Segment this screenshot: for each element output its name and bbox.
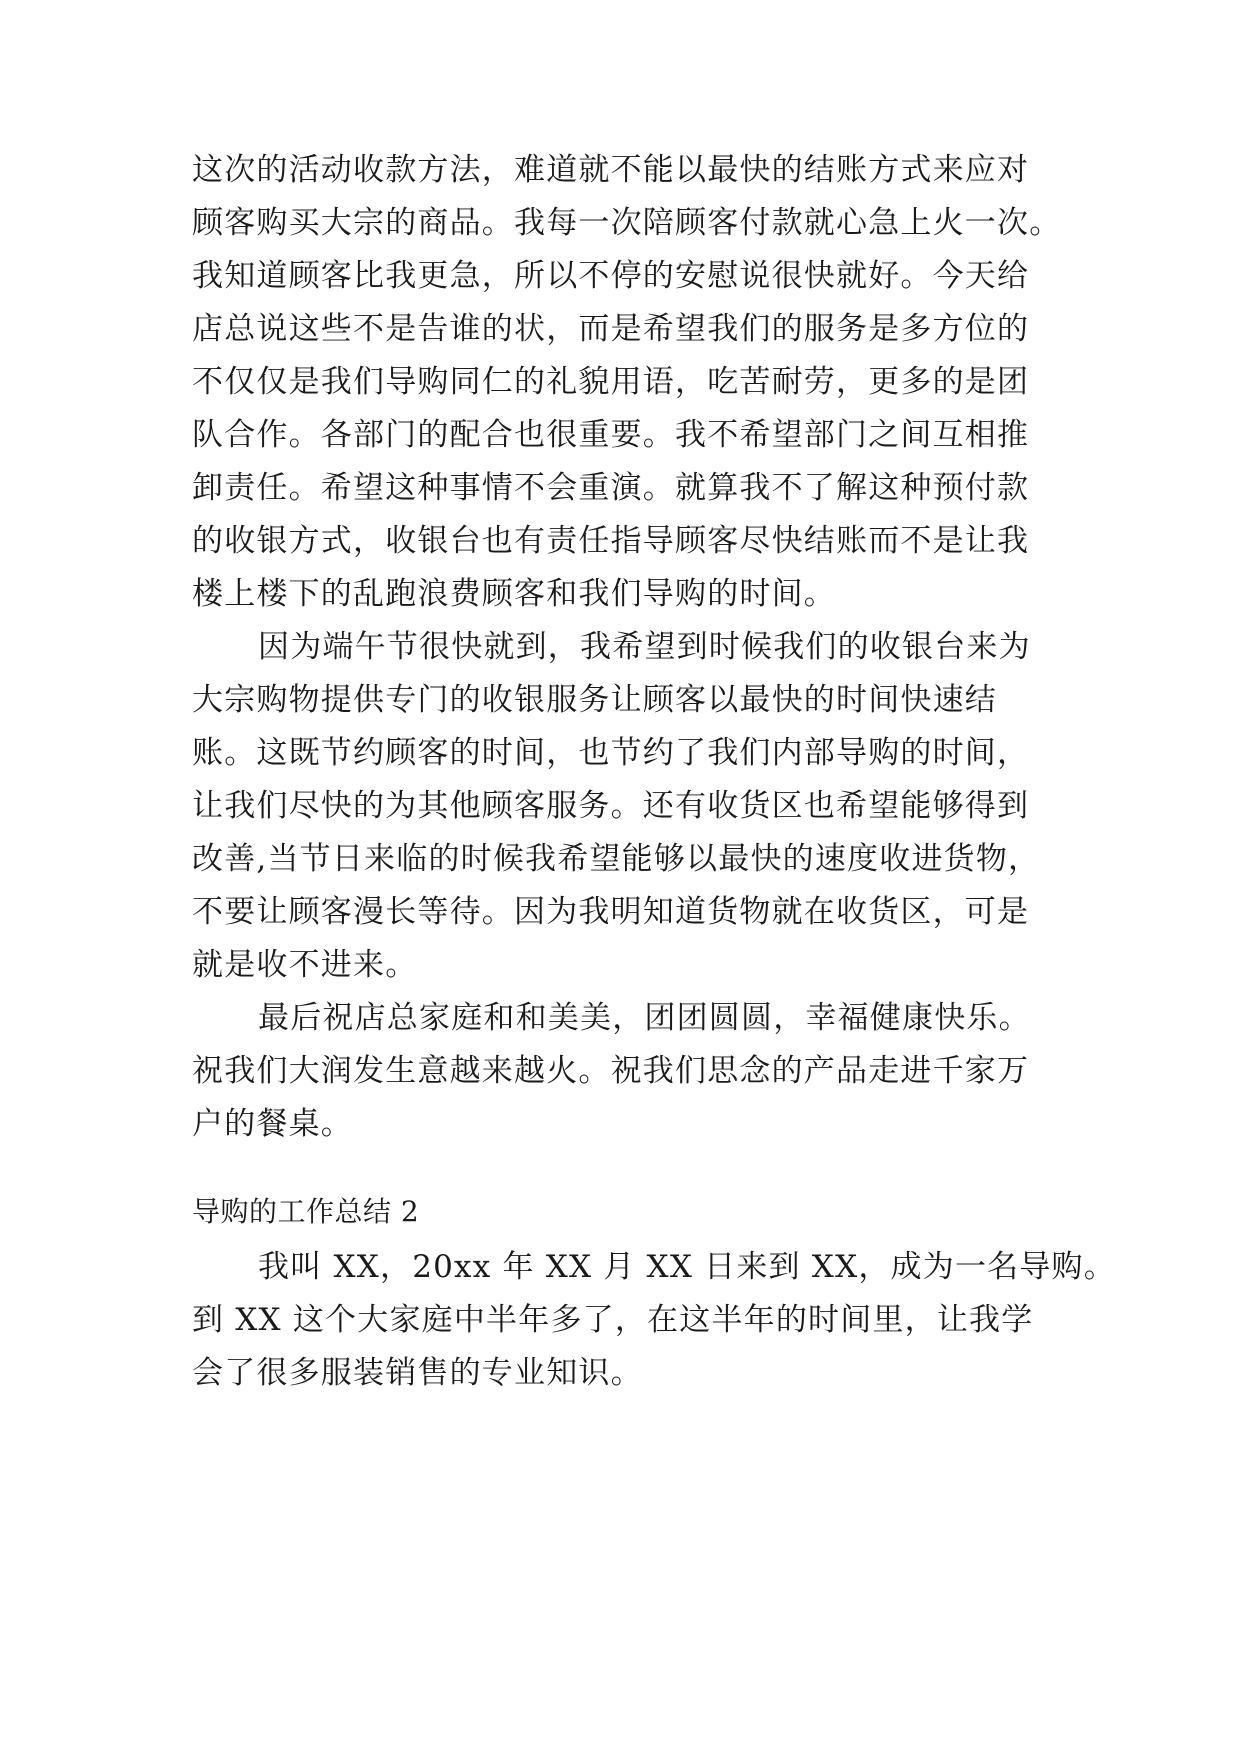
- body-line: 让我们尽快的为其他顾客服务。还有收货区也希望能够得到: [192, 788, 1030, 824]
- section-heading: 导购的工作总结 2: [192, 1195, 420, 1228]
- body-line: 店总说这些不是告谁的状，而是希望我们的服务是多方位的: [192, 311, 1030, 347]
- body-line: 楼上楼下的乱跑浪费顾客和我们导购的时间。: [192, 576, 836, 612]
- body-line: 我知道顾客比我更急，所以不停的安慰说很快就好。今天给: [192, 258, 1030, 294]
- body-line: 不要让顾客漫长等待。因为我明知道货物就在收货区，可是: [192, 894, 1030, 930]
- body-line: 队合作。各部门的配合也很重要。我不希望部门之间互相推: [192, 417, 1030, 453]
- body-line: 改善,当节日来临的时候我希望能够以最快的速度收进货物，: [192, 841, 1041, 877]
- body-line: 账。这既节约顾客的时间，也节约了我们内部导购的时间，: [192, 735, 1030, 771]
- body-line: 户的餐桌。: [192, 1106, 353, 1142]
- body-line: 的收银方式，收银台也有责任指导顾客尽快结账而不是让我: [192, 523, 1030, 559]
- body-line: 不仅仅是我们导购同仁的礼貌用语，吃苦耐劳，更多的是团: [192, 364, 1030, 400]
- body-line: 顾客购买大宗的商品。我每一次陪顾客付款就心急上火一次。: [192, 205, 1062, 241]
- body-line: 这次的活动收款方法，难道就不能以最快的结账方式来应对: [192, 152, 1030, 188]
- body-line: 卸责任。希望这种事情不会重演。就算我不了解这种预付款: [192, 470, 1030, 506]
- body-line: 就是收不进来。: [192, 947, 418, 983]
- paragraph-first-line: 最后祝店总家庭和和美美，团团圆圆，幸福健康快乐。: [258, 1000, 1031, 1036]
- body-line: 大宗购物提供专门的收银服务让顾客以最快的时间快速结: [192, 682, 997, 718]
- body-line: 到 XX 这个大家庭中半年多了，在这半年的时间里，让我学: [192, 1302, 1034, 1338]
- body-line: 祝我们大润发生意越来越火。祝我们思念的产品走进千家万: [192, 1053, 1030, 1089]
- body-line: 会了很多服装销售的专业知识。: [192, 1355, 643, 1391]
- paragraph-first-line: 因为端午节很快就到，我希望到时候我们的收银台来为: [258, 629, 1031, 665]
- paragraph-first-line: 我叫 XX，20xx 年 XX 月 XX 日来到 XX，成为一名导购。: [258, 1249, 1116, 1285]
